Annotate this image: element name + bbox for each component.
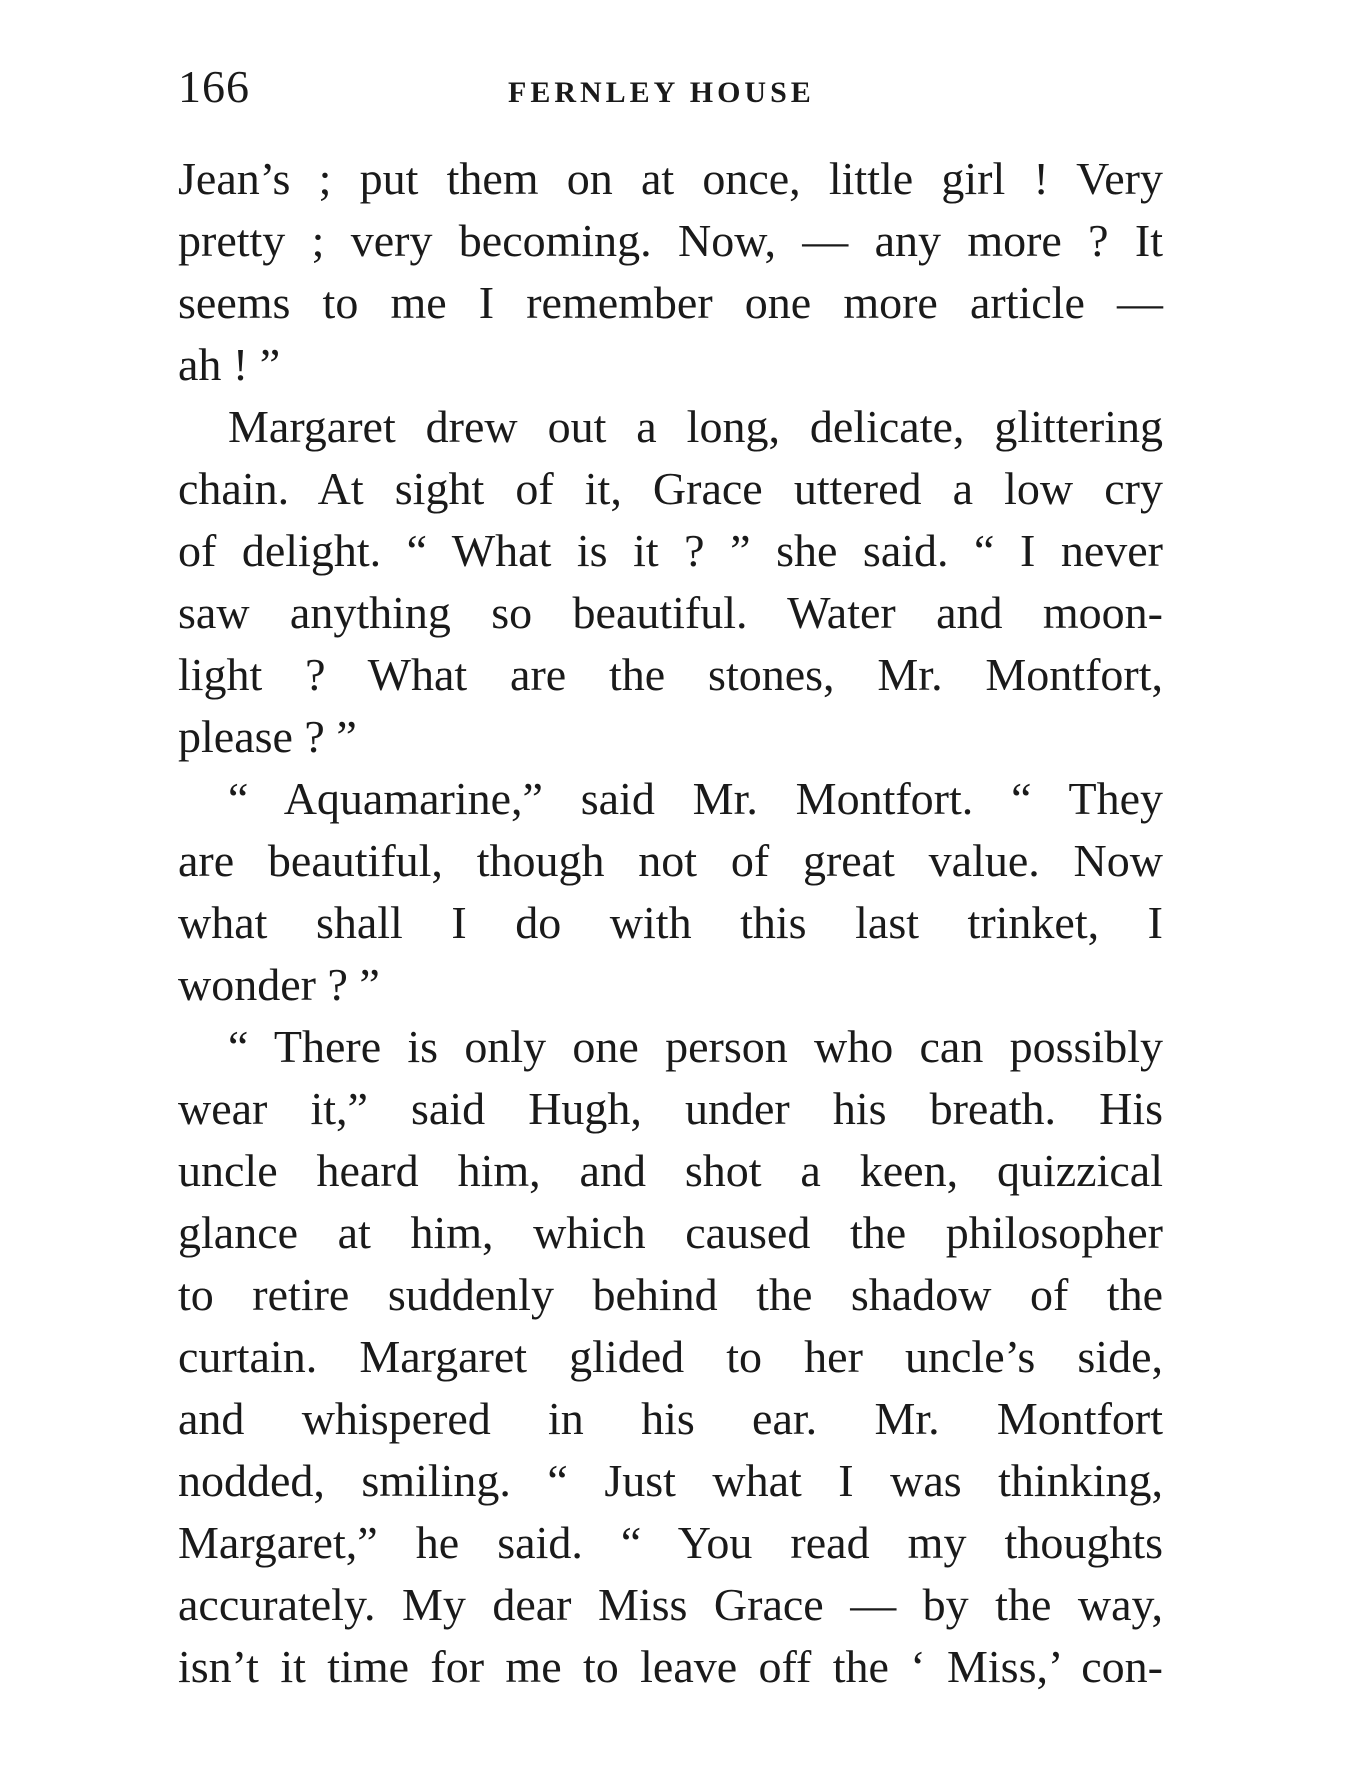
paragraph (178, 396, 1163, 768)
text-line: pretty ; very becoming. Now, — any more ? It (178, 215, 1163, 266)
text-line: Margaret,” he said. “ You read my thoughts (178, 1517, 1163, 1568)
text-line: Jean’s ; put them on at once, little girl ! Very (178, 153, 1163, 204)
text-line: chain. At sight of it, Grace uttered a low cry (178, 463, 1163, 514)
page-header (178, 52, 1178, 122)
text-line: please ? ” (178, 711, 357, 762)
text-line: seems to me I remember one more article — (178, 277, 1163, 328)
text-line: “ There is only one person who can possibly (228, 1021, 1163, 1072)
text-line: and whispered in his ear. Mr. Montfort (178, 1393, 1163, 1444)
text-line: accurately. My dear Miss Grace — by the way, (178, 1579, 1163, 1630)
text-line: curtain. Margaret glided to her uncle’s side, (178, 1331, 1163, 1382)
text-line: saw anything so beautiful. Water and moon- (178, 587, 1163, 638)
running-head: FERNLEY HOUSE (508, 76, 815, 109)
text-line: ah ! ” (178, 339, 281, 390)
text-line: are beautiful, though not of great value. Now (178, 835, 1163, 886)
text-line: wear it,” said Hugh, under his breath. His (178, 1083, 1163, 1134)
text-line: uncle heard him, and shot a keen, quizzical (178, 1145, 1163, 1196)
text-line: light ? What are the stones, Mr. Montfort, (178, 649, 1163, 700)
text-line: Margaret drew out a long, delicate, glittering (228, 401, 1163, 452)
paragraph (178, 148, 1163, 396)
text-line: isn’t it time for me to leave off the ‘ Miss,’ con- (178, 1641, 1163, 1692)
text-line: of delight. “ What is it ? ” she said. “ I never (178, 525, 1163, 576)
text-line: “ Aquamarine,” said Mr. Montfort. “ They (228, 773, 1163, 824)
paragraph (178, 768, 1163, 1016)
page-number: 166 (178, 61, 250, 112)
text-line: glance at him, which caused the philosopher (178, 1207, 1163, 1258)
body-text (178, 148, 1163, 1698)
paragraph (178, 1016, 1163, 1698)
text-line: what shall I do with this last trinket, I (178, 897, 1163, 948)
text-line: to retire suddenly behind the shadow of the (178, 1269, 1163, 1320)
text-line: nodded, smiling. “ Just what I was thinking, (178, 1455, 1163, 1506)
text-line: wonder ? ” (178, 959, 380, 1010)
